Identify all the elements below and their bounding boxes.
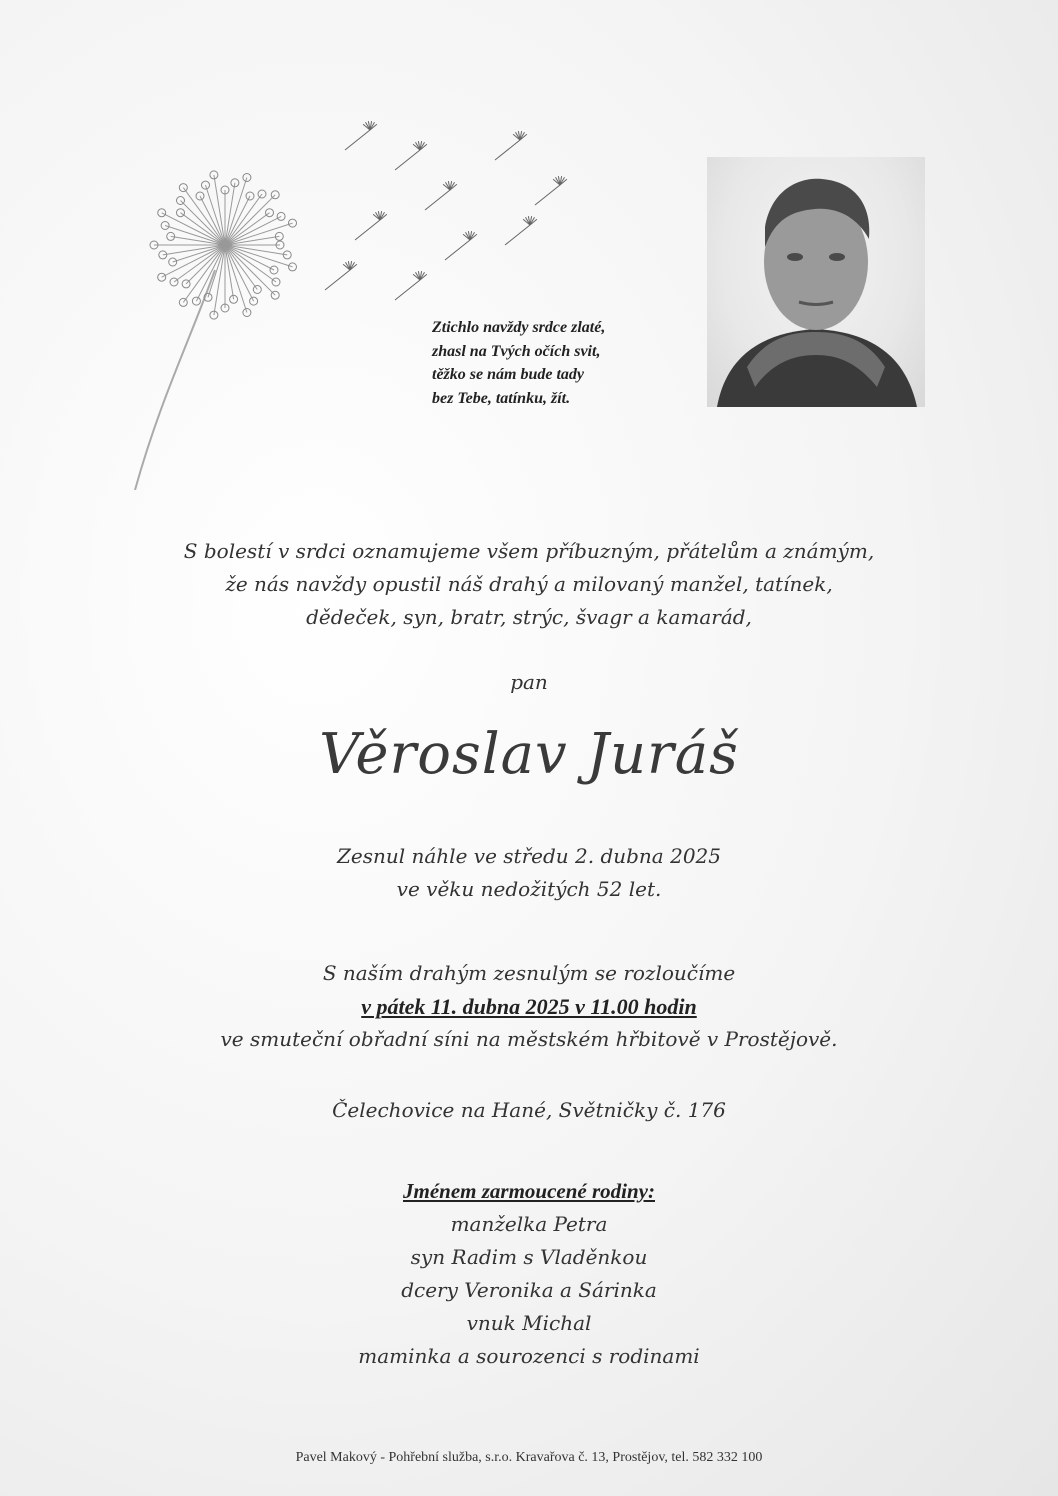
family-member: syn Radim s Vladěnkou <box>410 1245 648 1269</box>
family-heading: Jménem zarmoucené rodiny: <box>403 1179 655 1203</box>
poem-line: zhasl na Tvých očích svit, <box>432 342 601 360</box>
family-member: dcery Veronika a Sárinka <box>401 1278 657 1302</box>
portrait-silhouette <box>707 157 925 407</box>
floating-seed <box>445 231 477 260</box>
announcement-line: že nás navždy opustil náš drahý a milovaný manžel, tatínek, <box>225 572 833 596</box>
dandelion-tuft <box>192 297 200 305</box>
announcement-line: S bolestí v srdci oznamujeme všem příbuzným, přátelům a známým, <box>183 539 875 563</box>
poem-line: Ztichlo navždy srdce zlaté, <box>432 319 606 336</box>
address: Čelechovice na Hané, Světničky č. 176 <box>332 1098 726 1122</box>
floating-seed <box>325 261 357 290</box>
farewell-line: S naším drahým zesnulým se rozloučíme <box>322 961 736 985</box>
dandelion-tuft <box>158 209 166 217</box>
floating-seed <box>425 181 457 210</box>
dandelion-ray <box>183 245 225 302</box>
dandelion-tuft <box>169 258 177 266</box>
dandelion-tuft <box>271 291 279 299</box>
dandelion-ray <box>225 194 262 245</box>
floating-seed <box>345 121 377 150</box>
dandelion-tuft <box>158 273 166 281</box>
dandelion-ray <box>181 213 226 245</box>
family-list <box>0 1175 1058 1373</box>
announcement-line: dědeček, syn, bratr, strýc, švagr a kamarád, <box>306 605 752 629</box>
portrait-photo <box>707 157 925 407</box>
dandelion-ray <box>181 201 226 246</box>
salutation: pan <box>510 670 548 694</box>
dandelion-tuft <box>277 212 285 220</box>
farewell-date: v pátek 11. dubna 2025 v 11.00 hodin <box>361 994 697 1019</box>
dandelion-ray <box>225 195 275 245</box>
death-line: Zesnul náhle ve středu 2. dubna 2025 <box>336 844 721 868</box>
family-member: vnuk Michal <box>466 1311 592 1335</box>
farewell-place: ve smuteční obřadní síni na městském hřbitově v Prostějově. <box>220 1027 838 1051</box>
floating-seed <box>355 211 387 240</box>
footer-funeral-service: Pavel Makový - Pohřební služba, s.r.o. Kravařova č. 13, Prostějov, tel. 582 332 100 <box>295 1450 763 1465</box>
floating-seed <box>535 176 567 205</box>
poem-line: těžko se nám bude tady <box>432 366 584 383</box>
dandelion-illustration <box>120 110 640 490</box>
poem-line: bez Tebe, tatínku, žít. <box>432 389 571 407</box>
floating-seed <box>495 131 527 160</box>
farewell-info <box>0 957 1058 1056</box>
family-member: manželka Petra <box>450 1212 608 1236</box>
dandelion-ray <box>225 245 276 282</box>
dandelion-ray <box>225 245 275 295</box>
floating-seed <box>395 141 427 170</box>
floating-seed <box>395 271 427 300</box>
deceased-name: Věroslav Juráš <box>319 722 739 787</box>
dandelion-ray <box>225 245 257 290</box>
poem <box>432 316 692 410</box>
dandelion-ray <box>225 213 270 245</box>
dandelion-tuft <box>271 191 279 199</box>
family-member: maminka a sourozenci s rodinami <box>358 1344 700 1368</box>
death-line: ve věku nedožitých 52 let. <box>396 877 662 901</box>
announcement-text <box>0 535 1058 634</box>
floating-seed <box>505 216 537 245</box>
dandelion-ray <box>174 245 225 282</box>
death-info <box>0 840 1058 906</box>
